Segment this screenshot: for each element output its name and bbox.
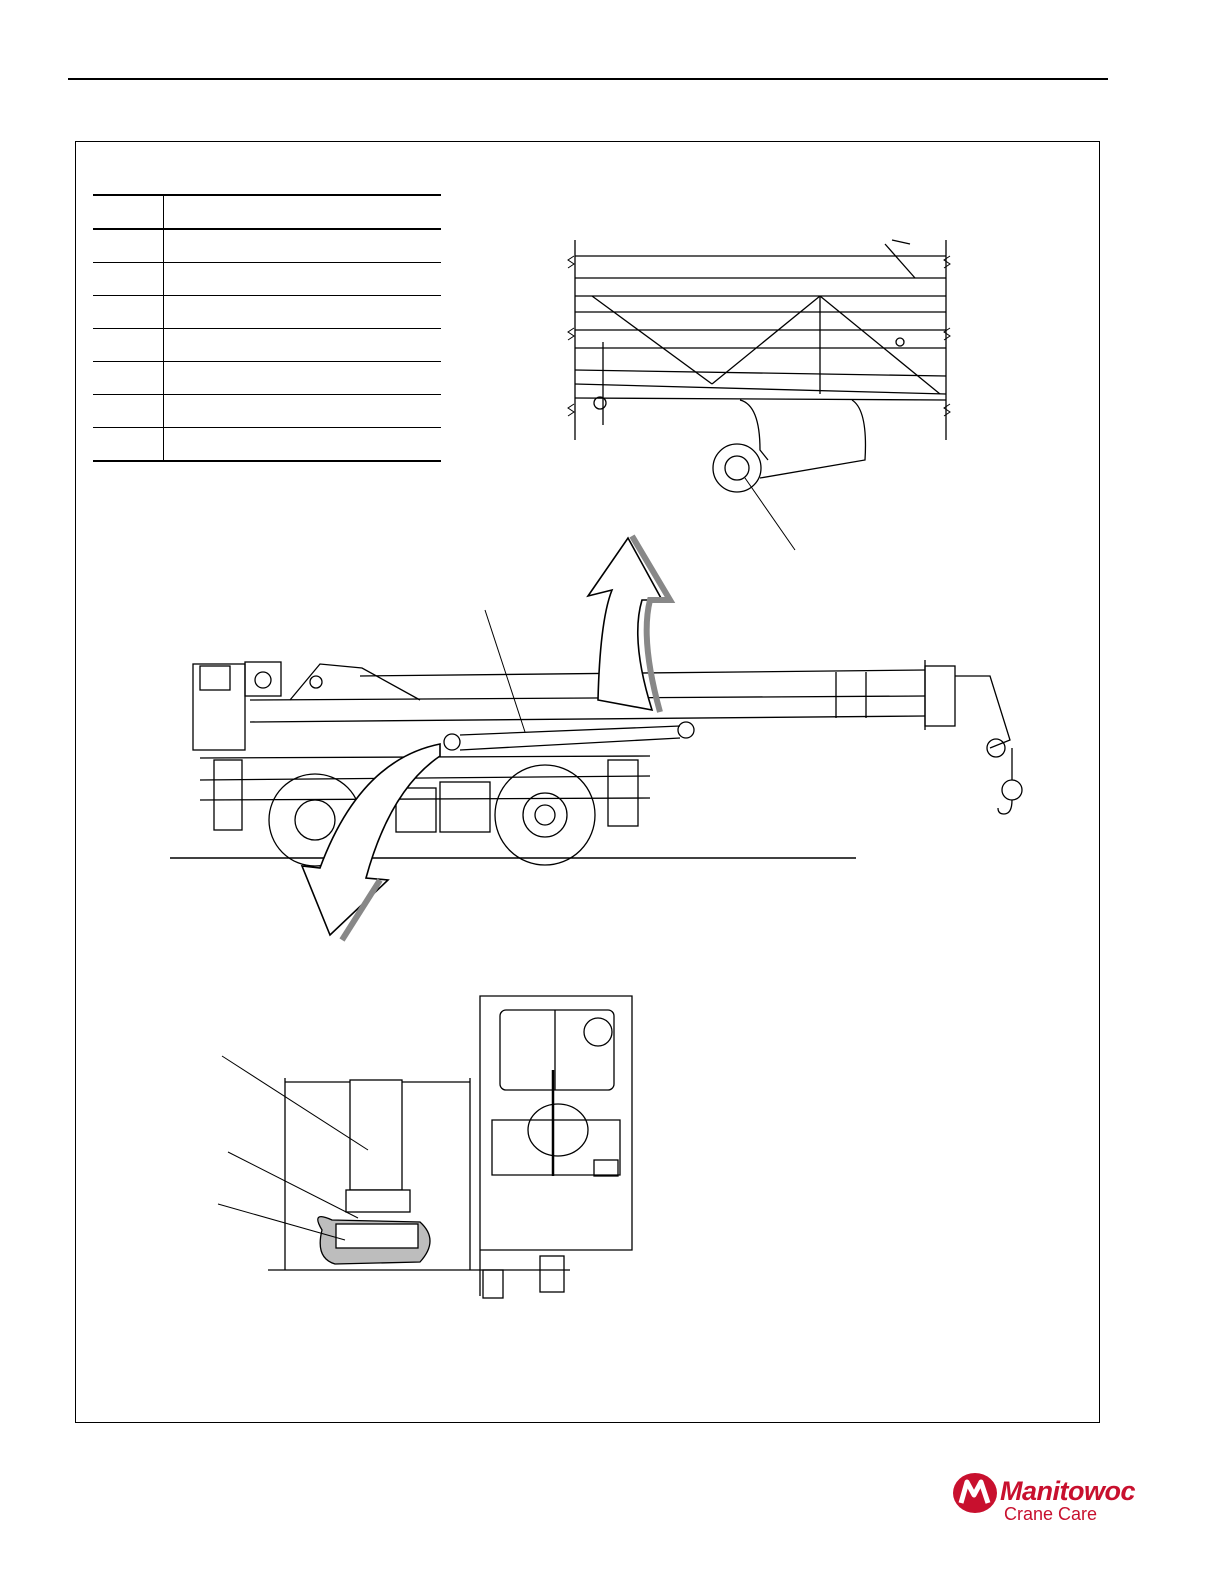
crane-side-view (170, 536, 1022, 940)
cab-rear-view (218, 996, 632, 1298)
manitowoc-crane-care-logo (952, 1470, 1135, 1530)
boom-detail-view (568, 240, 950, 550)
logo-subtitle: Crane Care (1004, 1504, 1098, 1524)
logo-brand-text: Manitowoc (1000, 1476, 1135, 1506)
manitowoc-m-logo-icon (952, 1470, 998, 1516)
